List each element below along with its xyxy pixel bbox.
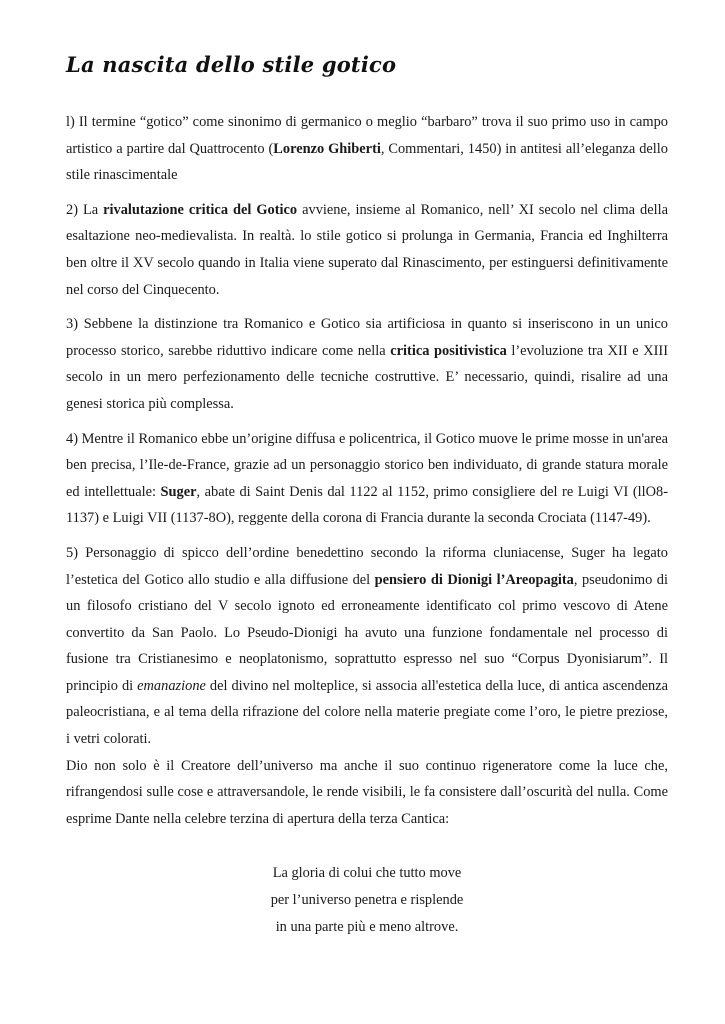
paragraph-1 (66, 109, 668, 189)
p1-text-c: , Commentari, 1450) in antitesi all’eleganza dello stile rinascimentale (66, 140, 668, 184)
p3-text-a: 3) Sebbene la distinzione tra Romanico e Gotico sia artificiosa in quanto si inseriscono in un unico processo storico, sarebbe riduttivo indicare come nella (66, 316, 668, 359)
paragraph-3 (66, 311, 668, 417)
p5-text-a: 5) Personaggio di spicco dell’ordine benedettino secondo la riforma cluniacense, Suger ha legato l’estetica del Gotico allo studio e alla diffusione del (66, 544, 668, 588)
p1-text-a: l) Il termine “gotico” come sinonimo di germanico o meglio “barbaro” trova il suo primo uso in campo artistico a partire dal Quattrocento ( (66, 114, 668, 157)
p4-text-a: 4) Mentre il Romanico ebbe un’origine diffusa e policentrica, il Gotico muove le prime mosse in un'area ben precisa, l’Ile-de-France, grazie ad un personaggio storico ben individuato, di grande statura morale ed intellettuale: (66, 430, 668, 500)
paragraph-6: Dio non solo è il Creatore dell’universo ma anche il suo continuo rigeneratore come la luce che, rifrangendosi sulle cose e attraversandole, le rende visibili, le fa consistere dall’oscurità del nulla. Come esprime Dante nella celebre terzina di apertura della terza Cantica: (66, 757, 668, 827)
page-title: La nascita dello stile gotico (66, 52, 397, 77)
p4-bold: Suger (160, 483, 197, 500)
p5-text-c: , pseudonimo di un filosofo cristiano del V secolo ignoto ed erroneamente identificato col primo vescovo di Atene convertito da San Paolo. Lo Pseudo-Dionigi ha avuto una funzione fondamentale nel processo di fusione tra Cristianesimo e neoplatonismo, soprattutto espresso nel suo “Corpus Dyonisiarum”. Il principio di (66, 571, 668, 694)
poem-line: in una parte più e meno altrove. (275, 918, 459, 935)
p3-bold: critica positivistica (390, 342, 507, 359)
paragraph-2 (66, 197, 668, 303)
p1-bold: Lorenzo Ghiberti (273, 140, 381, 157)
p5-italic: emanazione (137, 677, 206, 694)
p3-text-c: l’evoluzione tra XII e XIII secolo in un mero perfezionamento delle tecniche costruttive. E’ necessario, quindi, risalire ad una genesi storica più complessa. (66, 342, 668, 412)
poem-line: per l’universo penetra e risplende (270, 892, 464, 909)
paragraph-5 (66, 540, 668, 753)
p5-bold: pensiero di Dionigi l’Areopagita (374, 571, 574, 588)
p2-text-a: 2) La (66, 201, 104, 218)
p5-text-e: del divino nel molteplice, si associa all'estetica della luce, di antica ascendenza paleocristiana, e al tema della rifrazione del colore nella materie pregiate come l’oro, le pietre preziose, i vetri colorati. (66, 677, 668, 748)
p2-text-c: avviene, insieme al Romanico, nell’ XI secolo nel clima della esaltazione neo-medievalista. In realtà. lo stile gotico si prolunga in Germania, Francia ed Inghilterra ben oltre il XV secolo quando in Italia viene superato dal Rinascimento, per estinguersi definitivamente nel corso del Cinquecento. (66, 201, 668, 298)
p2-bold: rivalutazione critica del Gotico (103, 201, 298, 218)
paragraph-4 (66, 426, 668, 532)
poem-line: La gloria di colui che tutto move (272, 865, 462, 882)
p4-text-c: , abate di Saint Denis dal 1122 al 1152, primo consigliere del re Luigi VI (llO8-1137) e Luigi VII (1137-8O), reggente della corona di Francia durante la seconda Crociata (1147-49). (66, 483, 669, 527)
dante-tercet (66, 860, 668, 940)
